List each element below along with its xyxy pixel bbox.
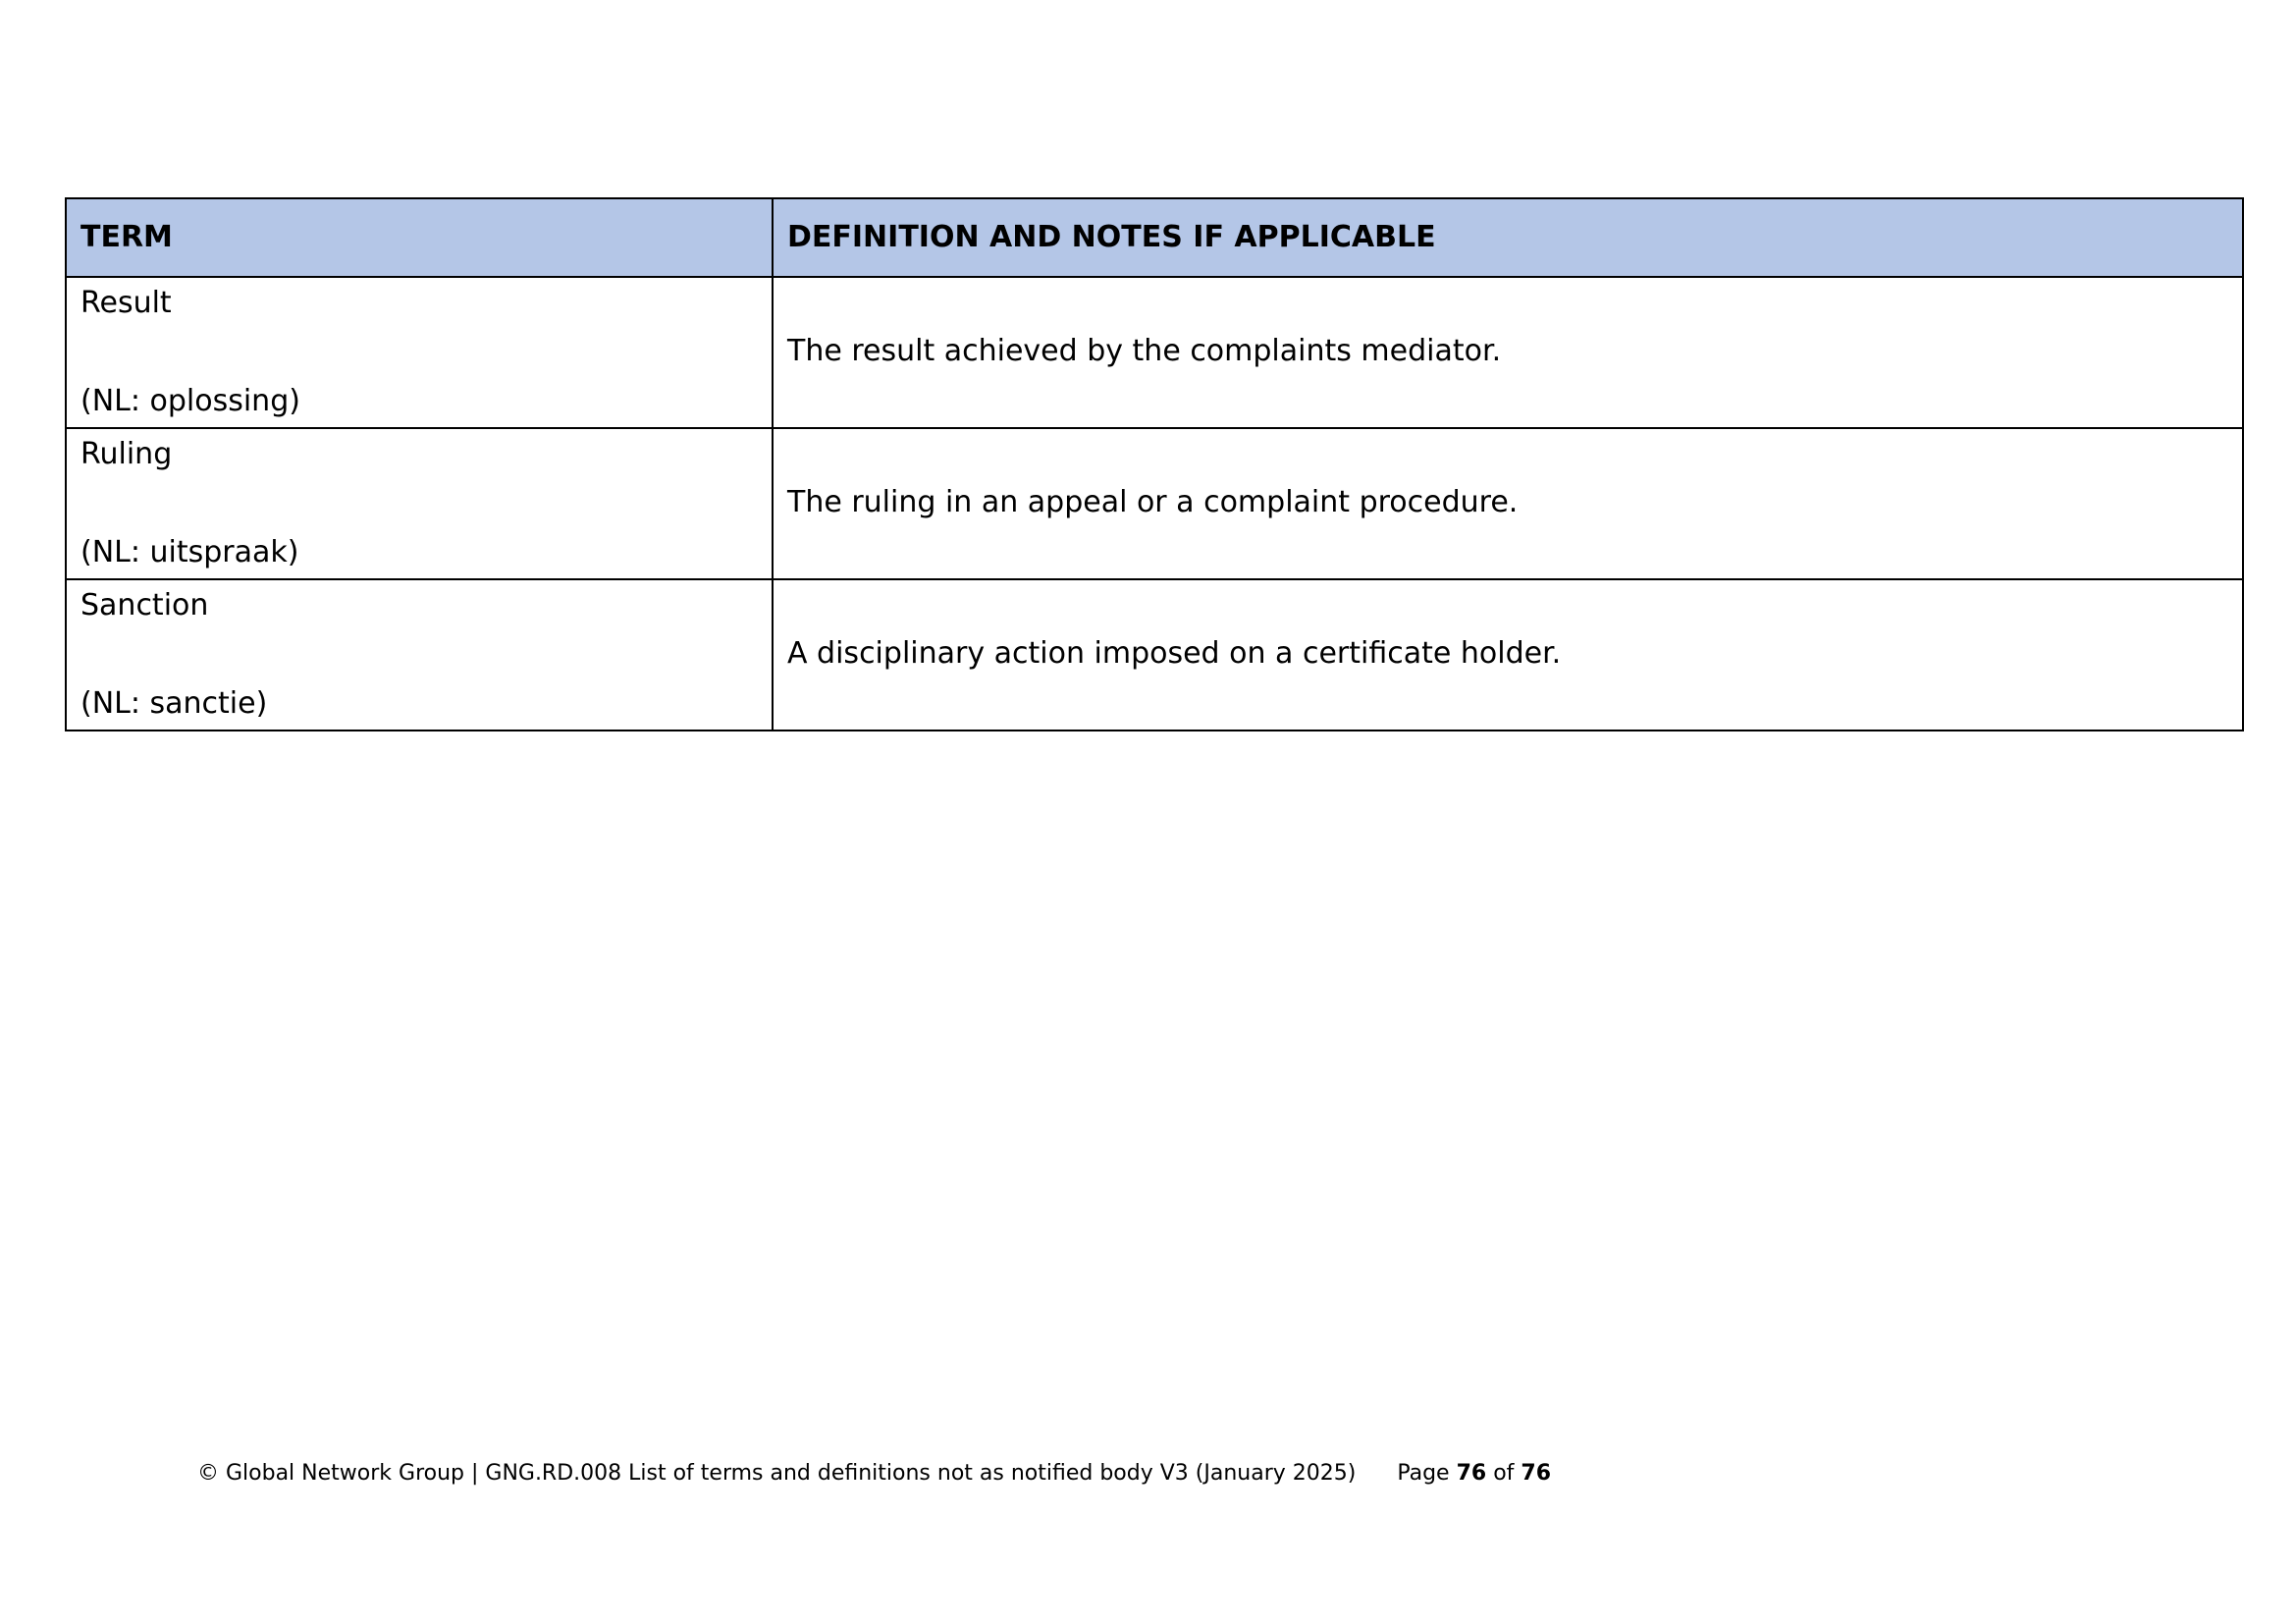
terms-table bbox=[65, 197, 2244, 731]
table-header-row bbox=[66, 198, 2243, 277]
header-definition: DEFINITION AND NOTES IF APPLICABLE bbox=[773, 198, 2243, 277]
page-label: Page bbox=[1397, 1461, 1450, 1486]
table-row bbox=[66, 277, 2243, 428]
definition-cell: A disciplinary action imposed on a certificate holder. bbox=[773, 579, 2243, 731]
term-dutch-translation: (NL: sanctie) bbox=[80, 686, 268, 721]
definition-cell: The result achieved by the complaints mediator. bbox=[773, 277, 2243, 428]
term-dutch-translation: (NL: uitspraak) bbox=[80, 535, 299, 569]
term-name: Result bbox=[80, 286, 172, 320]
term-name: Sanction bbox=[80, 588, 209, 623]
page-footer bbox=[197, 1459, 1551, 1489]
term-cell bbox=[66, 579, 773, 731]
term-cell bbox=[66, 428, 773, 579]
table-row bbox=[66, 428, 2243, 579]
page-of: of bbox=[1493, 1461, 1515, 1486]
footer-copyright: © Global Network Group | GNG.RD.008 List of terms and definitions not as notified body V3 (January 2025) bbox=[197, 1461, 1357, 1486]
page-total: 76 bbox=[1521, 1461, 1552, 1486]
header-term: TERM bbox=[66, 198, 773, 277]
term-dutch-translation: (NL: oplossing) bbox=[80, 384, 300, 418]
term-name: Ruling bbox=[80, 437, 173, 471]
term-cell bbox=[66, 277, 773, 428]
definition-cell: The ruling in an appeal or a complaint procedure. bbox=[773, 428, 2243, 579]
page-current: 76 bbox=[1456, 1461, 1487, 1486]
table-row bbox=[66, 579, 2243, 731]
